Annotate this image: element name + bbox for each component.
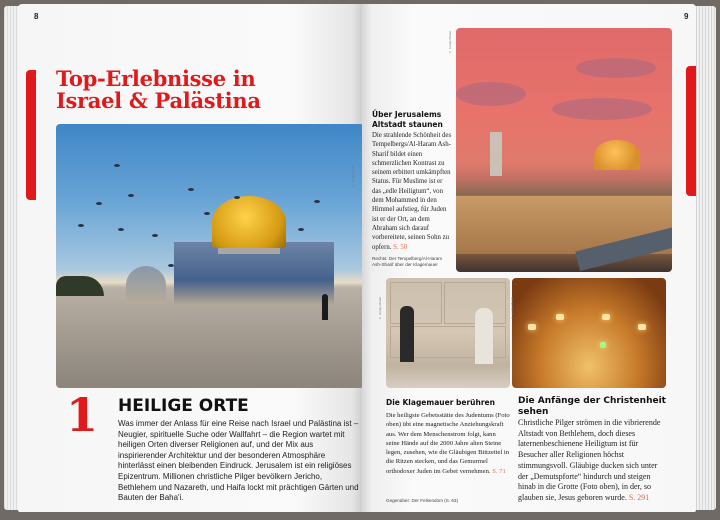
photo-credit: © Lonely Planet bbox=[378, 296, 382, 320]
cloud bbox=[576, 58, 656, 78]
trees bbox=[56, 276, 104, 296]
left-page bbox=[18, 4, 362, 512]
bird-icon bbox=[234, 196, 240, 199]
bird-icon bbox=[188, 188, 194, 191]
klagemauer-body bbox=[386, 411, 510, 476]
title-line-1: Top-Erlebnisse in bbox=[56, 66, 256, 91]
golden-dome bbox=[594, 140, 640, 170]
cloud bbox=[456, 82, 526, 106]
photo-credit: © Lonely Planet bbox=[448, 30, 452, 54]
klagemauer-body-text: Die heiligste Gebetsstätte des Judentums (Foto oben) übt eine magnetische Anziehungskraft aus. Wer dem Menschenstrom folgt, kann seine Hände auf die 2000 Jahre alten Steine legen, zusehen, wie die Gläubigen Bittzettel in die Ritzen stecken, und das Gemurmel orthodoxer Juden im Gebet vernehmen. bbox=[386, 412, 510, 475]
bird-icon bbox=[114, 164, 120, 167]
chapter-tab-right bbox=[686, 66, 696, 196]
cloud bbox=[552, 98, 652, 120]
bird-icon bbox=[118, 228, 124, 231]
photo-caption: Rechts: Der Tempelberg/Al-Haram Ash-Sharif über der Klagemauer bbox=[372, 256, 443, 267]
minaret bbox=[490, 132, 502, 176]
open-book bbox=[4, 4, 716, 516]
bird-icon bbox=[152, 234, 158, 237]
lamp-icon bbox=[600, 342, 606, 348]
page-number-left: 8 bbox=[34, 12, 39, 21]
photo-grotto-of-nativity bbox=[512, 278, 666, 388]
entry-heading: HEILIGE ORTE bbox=[118, 396, 249, 416]
golden-dome bbox=[212, 196, 286, 248]
person-praying bbox=[400, 306, 414, 362]
entry-body: Was immer der Anlass für eine Reise nach Israel und Palästina ist – Neugier, spirituelle Suche oder Wallfahrt – die Region wartet mit heiligen Orten diverser Religionen auf, und der Mix aus inspirierender Architektur und der besonderen Atmosphäre hinterlässt einen bleibenden Eindruck. Jerusalem ist ein religiöses Epizentrum. Millionen christliche Pilger bevölkern Jericho, Bethlehem und Nazareth, und Haifa lockt mit prächtigen Gärten und Bauten der Baha'i. bbox=[118, 419, 359, 503]
photo-western-wall bbox=[386, 278, 510, 388]
photo-credit: © Lonely Planet bbox=[351, 164, 355, 188]
photo-jerusalem-sunset bbox=[456, 28, 672, 272]
bird-icon bbox=[168, 264, 174, 267]
page-reference-link[interactable]: S. 71 bbox=[492, 467, 506, 475]
title-line-2: Israel & Palästina bbox=[56, 88, 261, 113]
christenheit-body bbox=[518, 418, 668, 504]
chapter-tab-left bbox=[26, 70, 36, 200]
bird-icon bbox=[128, 194, 134, 197]
right-page bbox=[362, 4, 696, 512]
lamp-icon bbox=[602, 314, 610, 320]
photo-dome-of-the-rock bbox=[56, 124, 362, 388]
bird-icon bbox=[96, 202, 102, 205]
bird-icon bbox=[78, 224, 84, 227]
bird-icon bbox=[298, 228, 304, 231]
christenheit-body-text: Christliche Pilger strömen in die vibrierende Altstadt von Bethlehem, doch dieses laternenbeschienene Heiligtum ist für Besucher aller Religionen höchst stimmungsvoll. Gläubige ducken sich unter der „Demutspforte“ hindurch und steigen hinab in die Grotte (Foto oben), in der, so glauben sie, Jesus geboren wurde. bbox=[518, 418, 661, 502]
bird-icon bbox=[314, 200, 320, 203]
entry-number: 1 bbox=[66, 388, 99, 442]
photo-caption: Gegenüber: Der Felsendom (S. 63) bbox=[386, 498, 459, 503]
page-number-right: 9 bbox=[684, 12, 689, 21]
page-title bbox=[56, 68, 261, 112]
sidebar-heading: Über Jerusalems Altstadt staunen bbox=[372, 110, 443, 129]
christenheit-heading: Die Anfänge der Christenheit sehen bbox=[518, 396, 666, 417]
person-with-tallit bbox=[475, 308, 493, 364]
lamp-icon bbox=[528, 324, 536, 330]
lamp-icon bbox=[556, 314, 564, 320]
small-dome bbox=[126, 266, 166, 304]
stone-block bbox=[390, 282, 442, 324]
lamp-icon bbox=[638, 324, 646, 330]
page-reference-link[interactable]: S. 291 bbox=[628, 492, 650, 502]
sidebar-body bbox=[372, 131, 452, 252]
person-silhouette bbox=[322, 294, 328, 320]
bird-icon bbox=[204, 212, 210, 215]
photo-credit: © Lonely Planet bbox=[510, 296, 514, 320]
klagemauer-heading: Die Klagemauer berühren bbox=[386, 398, 495, 407]
page-stack-right bbox=[694, 6, 716, 510]
page-reference-link[interactable]: S. 50 bbox=[393, 243, 408, 251]
sidebar-body-text: Die strahlende Schönheit des Tempelbergs/Al-Haram Ash-Sharif bildet einen schmerzlichen Kontrast zu seinem erbittert umkämpften Status. Für Muslime ist er das „edle Heiligtum“, von dem Mohammed in den Himmel aufstieg, für Juden ist er der Ort, an dem Abraham sich darauf vorbereitete, seinen Sohn zu opfern. bbox=[372, 132, 452, 251]
